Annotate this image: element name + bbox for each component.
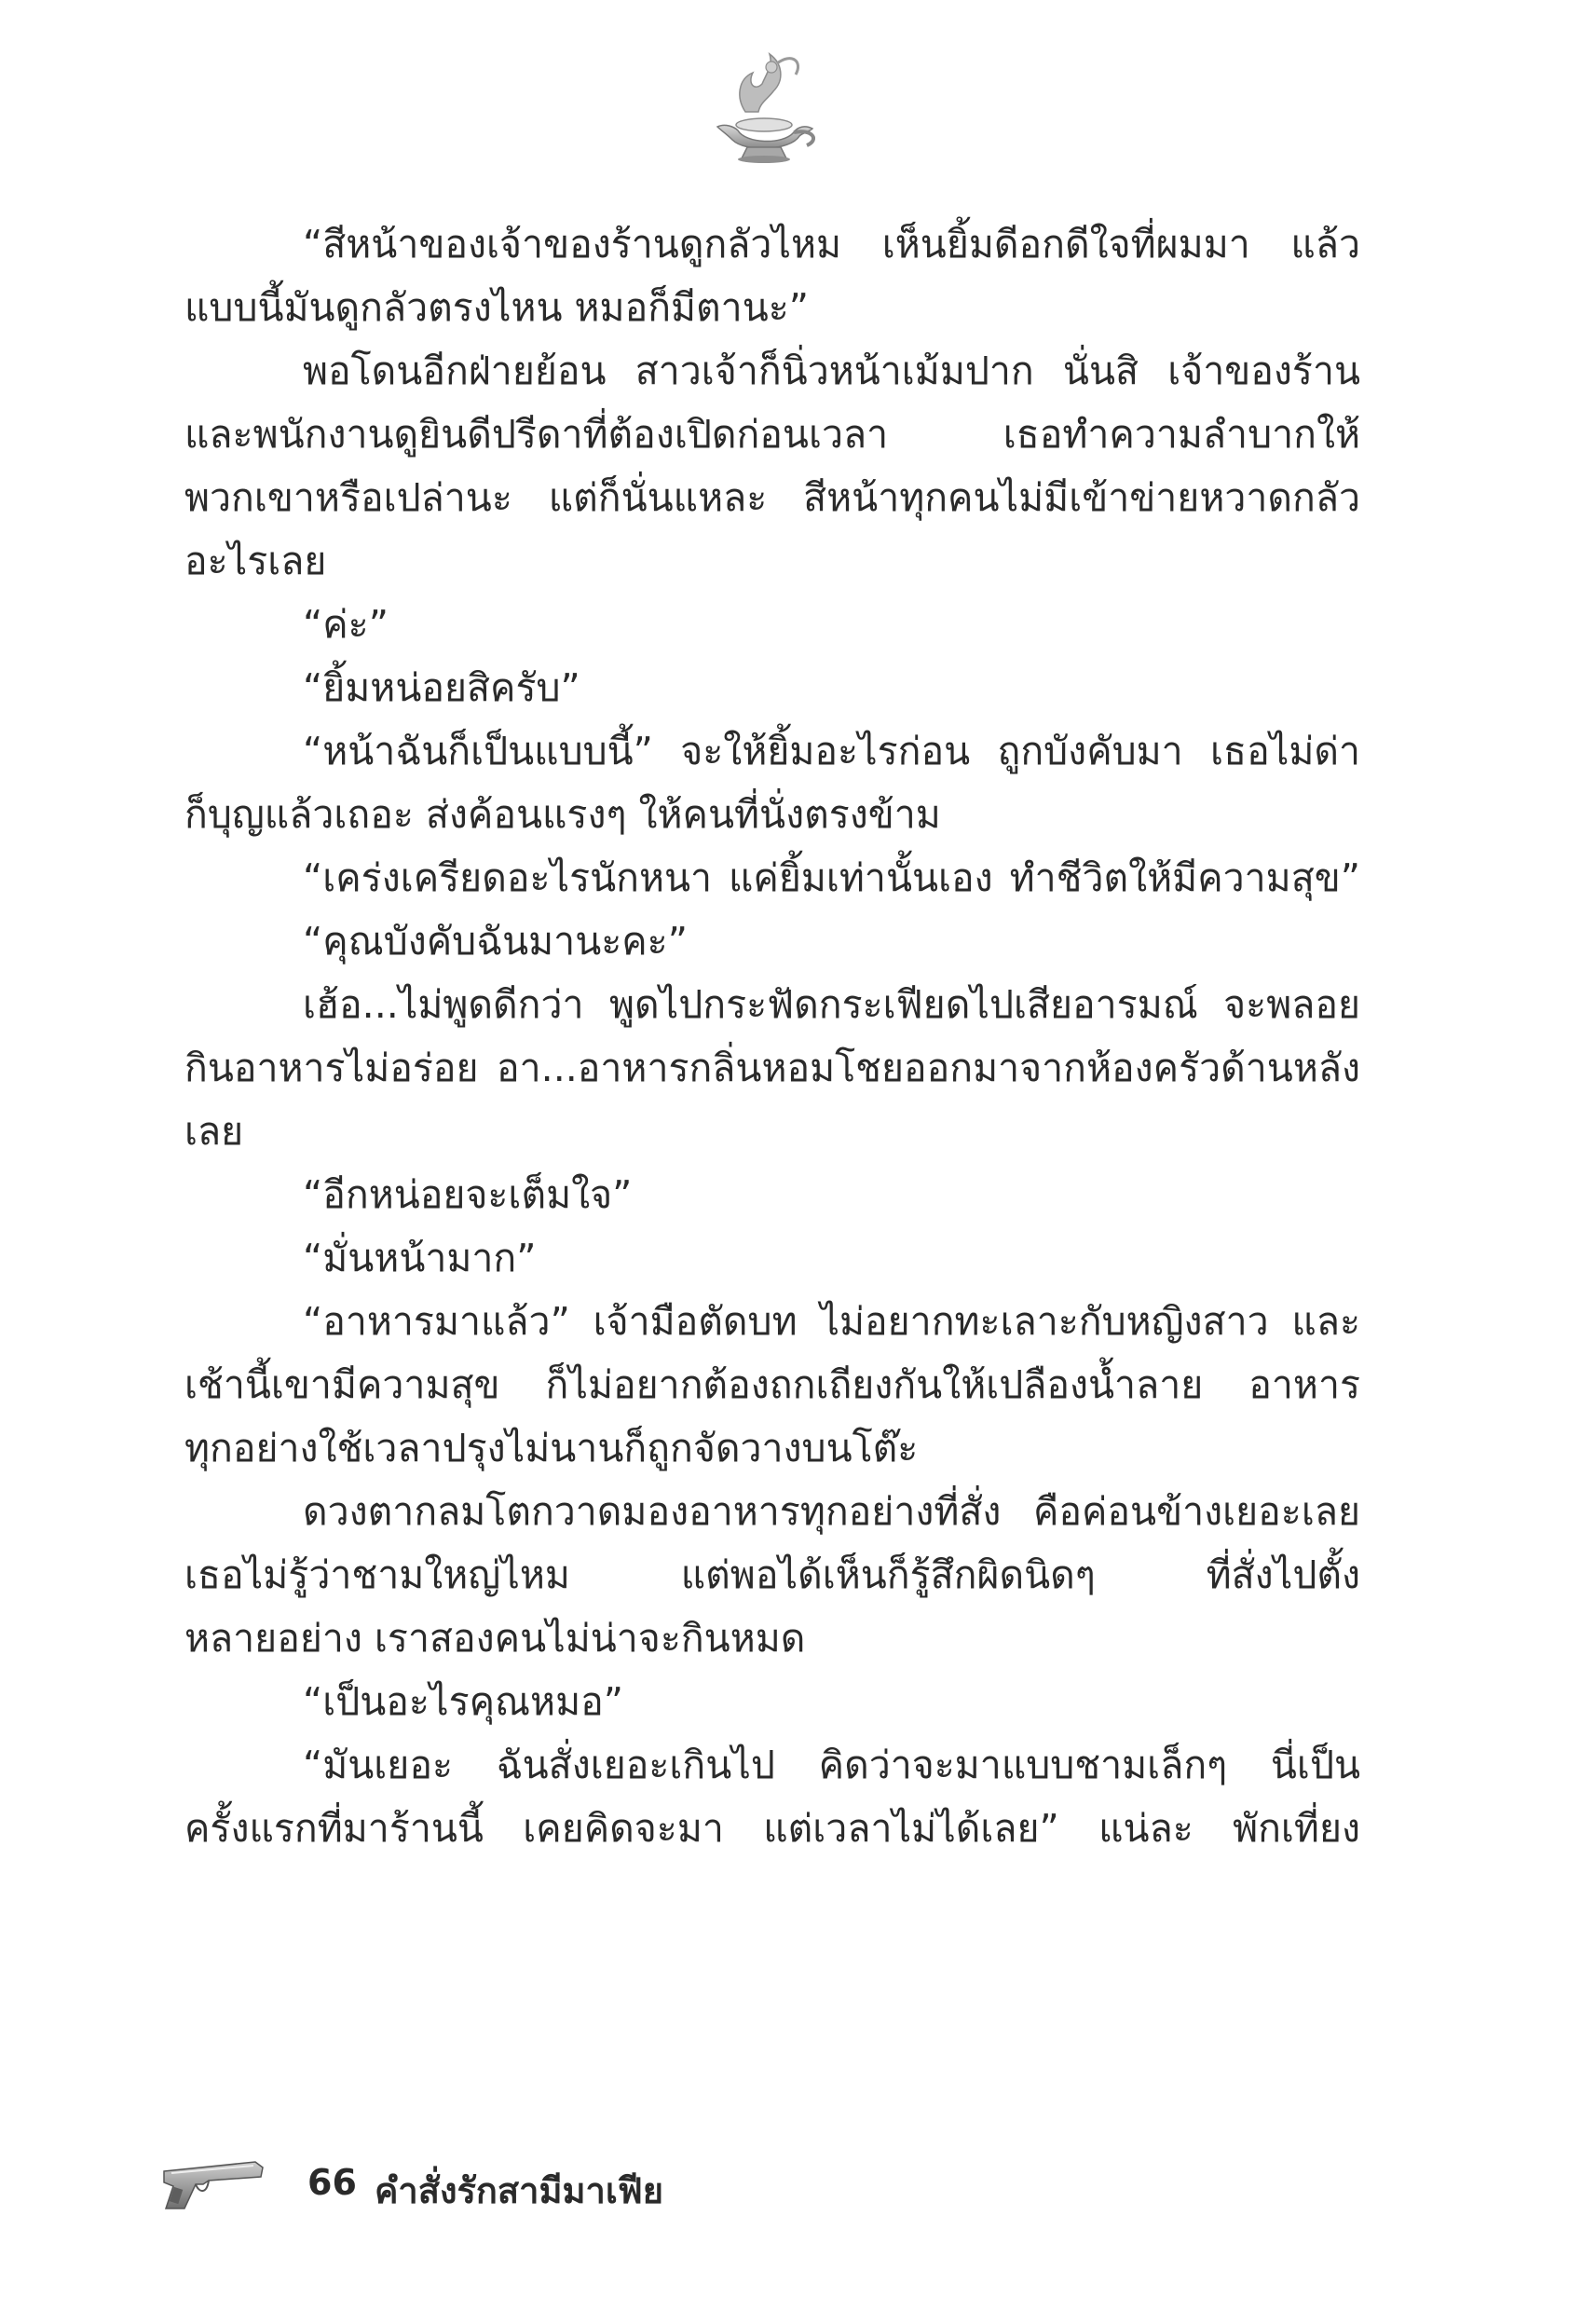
book-title: คำสั่งรักสามีมาเฟีย [375,2170,664,2211]
text-line: ครั้งแรกที่มาร้านนี้ เคยคิดจะมา แต่เวลาไม่ได้เลย” แน่ละ พักเที่ยง [184,1806,1360,1851]
text-line: ดวงตากลมโตกวาดมองอาหารทุกอย่างที่สั่ง คือค่อนข้างเยอะเลย [303,1489,1360,1534]
text-line: “มั่นหน้ามาก” [303,1236,537,1280]
text-line: เฮ้อ...ไม่พูดดีกว่า พูดไปกระฟัดกระเฟียดไปเสียอารมณ์ จะพลอย [303,982,1360,1027]
text-line: “เป็นอะไรคุณหมอ” [303,1679,623,1724]
text-line: เช้านี้เขามีความสุข ก็ไม่อยากต้องถกเถียงกันให้เปลืองน้ำลาย อาหาร [184,1362,1360,1407]
text-line: พอโดนอีกฝ่ายย้อน สาวเจ้าก็นิ่วหน้าเม้มปาก นั่นสิ เจ้าของร้าน [303,349,1360,393]
text-line: “อาหารมาแล้ว” เจ้ามือตัดบท ไม่อยากทะเลาะกับหญิงสาว และ [303,1299,1360,1344]
text-line: ทุกอย่างใช้เวลาปรุงไม่นานก็ถูกจัดวางบนโต๊ะ [184,1426,919,1470]
text-line: “หน้าฉันก็เป็นแบบนี้” จะให้ยิ้มอะไรก่อน ถูกบังคับมา เธอไม่ด่า [303,729,1360,773]
text-line: และพนักงานดูยินดีปรีดาที่ต้องเปิดก่อนเวลา เธอทำความลำบากให้ [184,412,1360,457]
text-line: “ยิ้มหน่อยสิครับ” [303,665,580,710]
pistol-icon [158,2153,268,2212]
text-line: “มันเยอะ ฉันสั่งเยอะเกินไป คิดว่าจะมาแบบชามเล็กๆ นี่เป็น [303,1743,1360,1787]
text-line: “อีกหน่อยจะเต็มใจ” [303,1172,633,1217]
text-line: “คุณบังคับฉันมานะคะ” [303,919,688,964]
body-text [184,212,1360,1860]
page-footer [158,2153,811,2218]
text-line: แบบนี้มันดูกลัวตรงไหน หมอก็มีตานะ” [184,285,809,330]
text-line: กินอาหารไม่อร่อย อา...อาหารกลิ่นหอมโชยออกมาจากห้องครัวด้านหลัง [184,1046,1360,1090]
text-line: พวกเขาหรือเปล่านะ แต่ก็นั่นแหละ สีหน้าทุกคนไม่มีเข้าข่ายหวาดกลัว [184,475,1360,520]
text-line: เธอไม่รู้ว่าชามใหญ่ไหม แต่พอได้เห็นก็รู้สึกผิดนิดๆ ที่สั่งไปตั้ง [184,1552,1360,1597]
text-line: “เคร่งเครียดอะไรนักหนา แค่ยิ้มเท่านั้นเอง ทำชีวิตให้มีความสุข” [303,855,1360,900]
lamp-with-genie-icon [680,47,839,168]
text-line: “สีหน้าของเจ้าของร้านดูกลัวไหม เห็นยิ้มดีอกดีใจที่ผมมา แล้ว [303,222,1360,267]
page-number: 66 [307,2162,357,2203]
text-line: อะไรเลย [184,539,327,583]
text-line: ก็บุญแล้วเถอะ ส่งค้อนแรงๆ ให้คนที่นั่งตรงข้าม [184,792,941,837]
text-line: “ค่ะ” [303,602,389,647]
text-line: หลายอย่าง เราสองคนไม่น่าจะกินหมด [184,1616,806,1661]
text-line: เลย [184,1109,244,1154]
